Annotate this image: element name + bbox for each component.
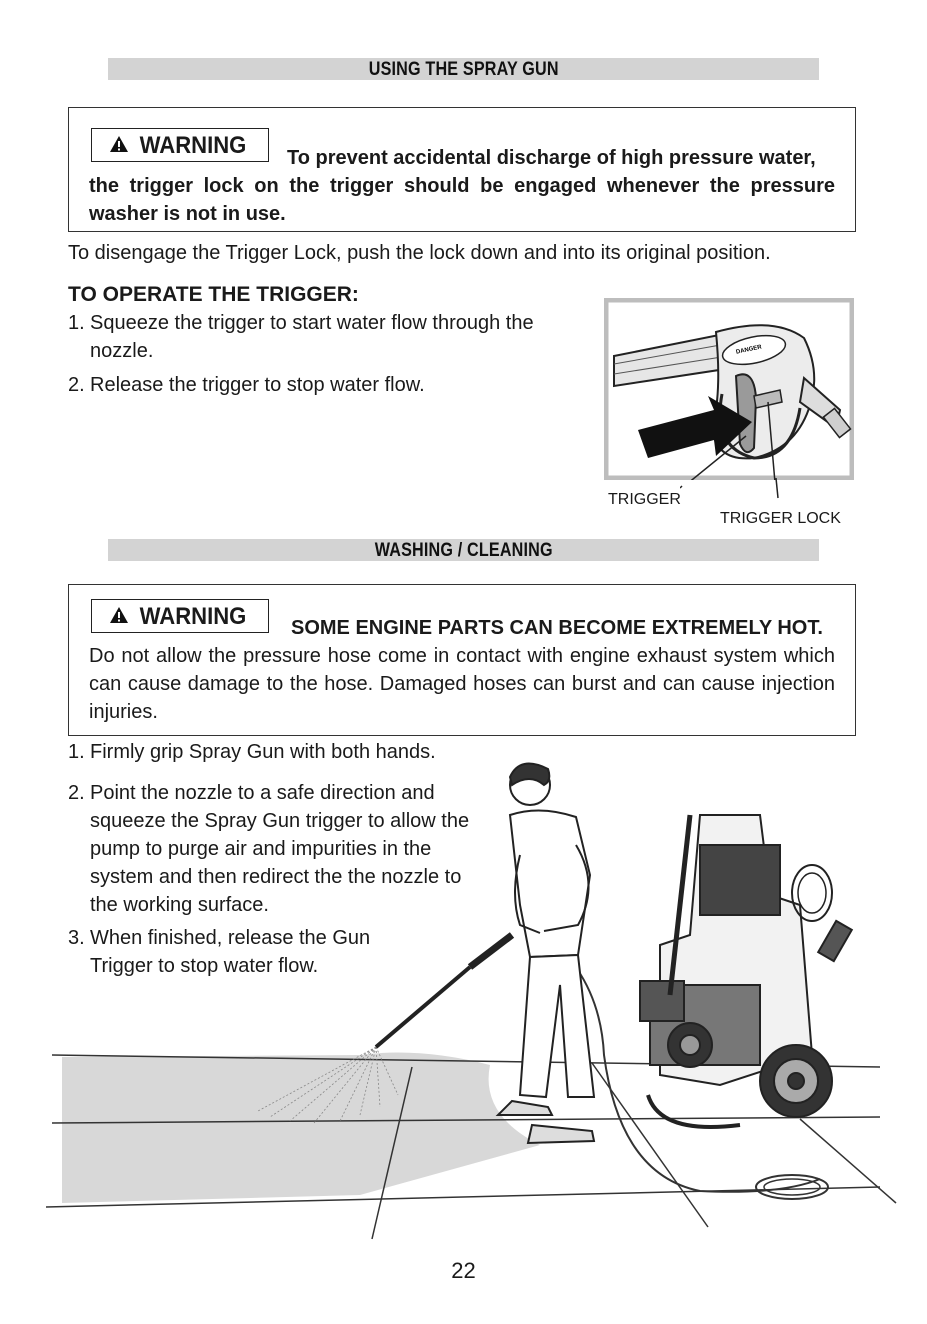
trigger-figure: [604, 298, 854, 480]
warning-lead-text: To prevent accidental discharge of high pressure water,: [287, 147, 816, 169]
section-title: WASHING / CLEANING: [374, 540, 553, 561]
warning-badge-label: WARNING: [139, 131, 247, 159]
operate-steps-list: [68, 309, 588, 399]
warning-badge-label: WARNING: [139, 602, 247, 630]
section-header-spray-gun: [108, 58, 819, 80]
leader-lines-extension: [680, 478, 790, 502]
warning-body-text: Do not allow the pressure hose come in contact with engine exhaust system which can cause damage to the hose. Damaged hoses can burst and can cause injection injuries.: [89, 645, 835, 723]
warning-rest-text: the trigger lock on the trigger should be engaged whenever the pressure washer is not in use.: [89, 175, 835, 225]
warning-box-trigger-lock: [68, 107, 856, 232]
warning-badge: [91, 599, 269, 633]
warning-lead-text: SOME ENGINE PARTS CAN BECOME EXTREMELY HOT.: [291, 617, 823, 639]
trigger-illustration: [604, 298, 854, 480]
list-item: 1. Squeeze the trigger to start water flow through the nozzle.: [68, 312, 534, 362]
section-header-washing: [108, 539, 819, 561]
warning-triangle-icon: [109, 601, 129, 633]
caption-trigger-lock: TRIGGER LOCK: [720, 510, 841, 527]
section-title: USING THE SPRAY GUN: [368, 59, 559, 80]
list-item: 2. Release the trigger to stop water flow.: [68, 374, 425, 396]
caption-trigger: TRIGGER: [608, 491, 681, 508]
washing-illustration: [0, 755, 927, 1255]
list-item: 1. Firmly grip Spray Gun with both hands.: [68, 741, 436, 763]
page-number: 22: [451, 1258, 476, 1283]
operate-trigger-heading: TO OPERATE THE TRIGGER:: [68, 283, 359, 306]
warning-badge: [91, 128, 269, 162]
disengage-instruction: To disengage the Trigger Lock, push the lock down and into its original position.: [68, 242, 771, 264]
list-item: 2. Point the nozzle to a safe direction and squeeze the Spray Gun trigger to allow the pump to purge air and impurities in the system and then redirect the the nozzle to the working surface.: [68, 782, 470, 916]
warning-box-hot-parts: [68, 584, 856, 736]
danger-label: DANGER: [735, 344, 763, 356]
warning-triangle-icon: [109, 130, 129, 162]
list-item: 3. When finished, release the Gun Trigger to stop water flow.: [68, 927, 371, 977]
